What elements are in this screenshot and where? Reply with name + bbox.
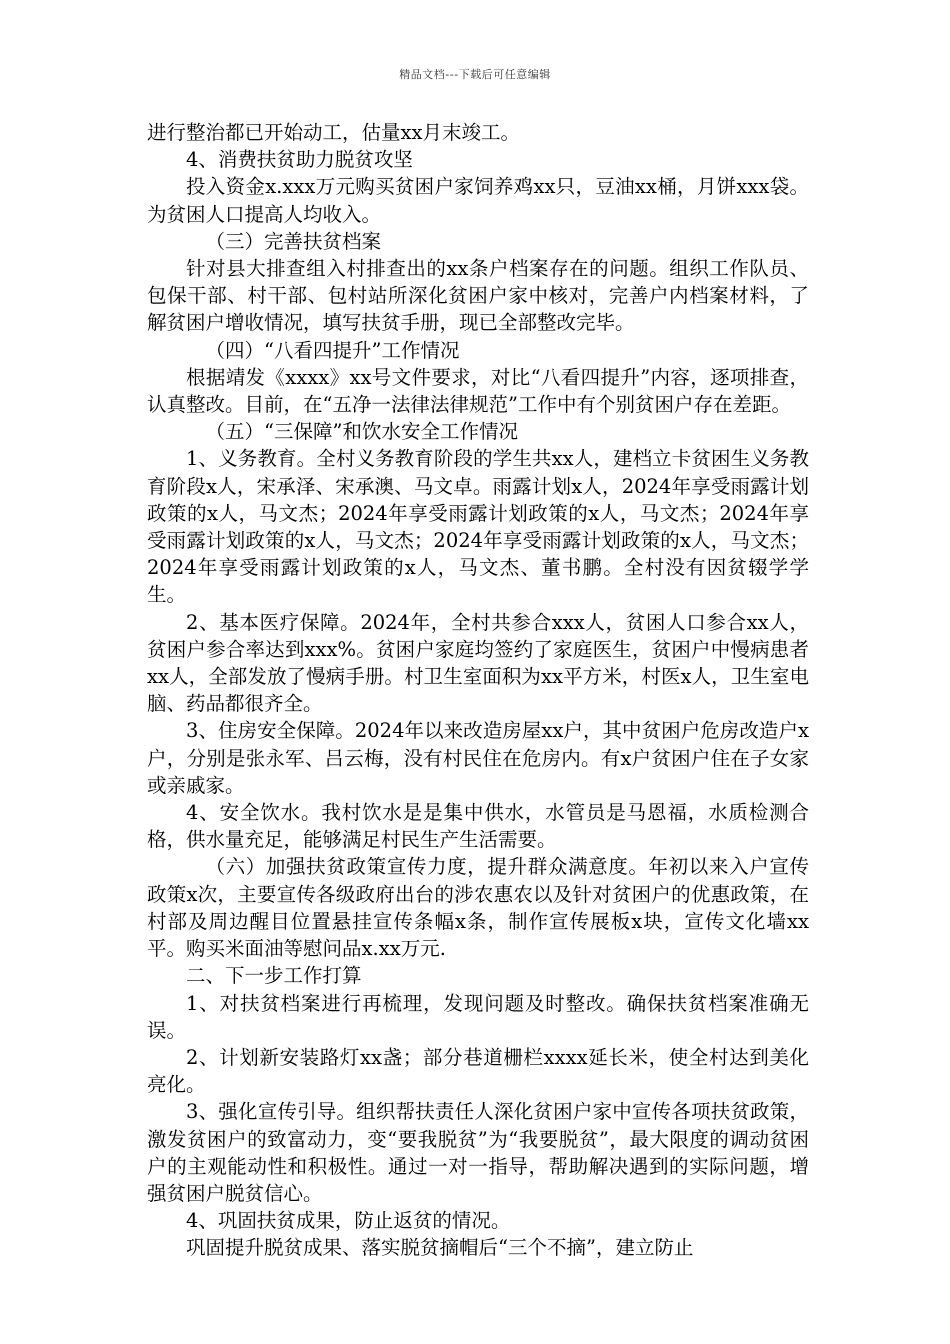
paragraph: 3、强化宣传引导。组织帮扶责任人深化贫困户家中宣传各项扶贫政策，激发贫困户的致富动力，变“要我脱贫”为“我要脱贫”，最大限度的调动贫困户的主观能动性和积极性。通过一对一指导，帮助解决遇到的实际问题，增强贫困户脱贫信心。 [147,1100,809,1205]
section-heading: （四）“八看四提升”工作情况 [205,338,460,362]
subheading: 4、消费扶贫助力脱贫攻坚 [186,148,413,172]
section-heading: （三）完善扶贫档案 [205,229,382,253]
paragraph: 巩固提升脱贫成果、落实脱贫摘帽后“三个不摘”，建立防止 [186,1236,694,1260]
section-heading: （五）“三保障”和饮水安全工作情况 [205,420,518,444]
paragraph: 2、基本医疗保障。2024年，全村共参合xxx人，贫困人口参合xx人，贫困户参合率达到xxx%。贫困户家庭均签约了家庭医生，贫困户中慢病患者xx人，全部发放了慢病手册。村卫生室面积为xx平方米，村医x人，卫生室电脑、药品都很齐全。 [147,610,809,716]
paragraph: 投入资金x.xxx万元购买贫困户家饲养鸡xx只，豆油xx桶，月饼xxx袋。为贫困人口提高人均收入。 [147,175,809,226]
document-body [147,119,809,1262]
paragraph: 1、对扶贫档案进行再梳理，发现问题及时整改。确保扶贫档案准确无误。 [147,991,809,1042]
paragraph: 1、义务教育。全村义务教育阶段的学生共xx人，建档立卡贫困生义务教育阶段x人，宋承泽、宋承澳、马文卓。雨露计划x人，2024年享受雨露计划政策的x人，马文杰；2024年享受雨露计划政策的x人，马文杰；2024年享受雨露计划政策的x人，马文杰；2024年享受雨露计划政策的x人，马文杰；2024年享受雨露计划政策的x人，马文杰、董书鹏。全村没有因贫辍学学生。 [147,447,809,607]
subheading: 4、巩固扶贫成果，防止返贫的情况。 [186,1209,511,1233]
paragraph: 根据靖发《xxxx》xx号文件要求，对比“八看四提升”内容，逐项排查，认真整改。目前，在“五净一法律法律规范”工作中有个别贫困户存在差距。 [147,365,809,417]
paragraph: 针对县大排查组入村排查出的xx条户档案存在的问题。组织工作队员、包保干部、村干部、包村站所深化贫困户家中核对，完善户内档案材料，了解贫困户增收情况，填写扶贫手册，现已全部整改完毕。 [147,257,809,335]
paragraph: 3、住房安全保障。2024年以来改造房屋xx户，其中贫困户危房改造户x户，分别是张永军、吕云梅，没有村民住在危房内。有x户贫困户住在子女家或亲戚家。 [147,719,809,797]
paragraph: （六）加强扶贫政策宣传力度，提升群众满意度。年初以来入户宣传政策x次，主要宣传各级政府出台的涉农惠农以及针对贫困户的优惠政策，在村部及周边醒目位置悬挂宣传条幅x条，制作宣传展板x块，宣传文化墙xx平。购买米面油等慰问品x.xx万元. [147,855,809,961]
paragraph: 进行整治都已开始动工，估量xx月末竣工。 [147,121,520,144]
paragraph: 2、计划新安装路灯xx盏；部分巷道栅栏xxxx延长米，使全村达到美化亮化。 [147,1045,809,1097]
page-header: 精品文档---下载后可任意编辑 [399,68,551,81]
paragraph: 4、安全饮水。我村饮水是是集中供水，水管员是马恩福，水质检测合格，供水量充足，能够满足村民生产生活需要。 [147,801,809,852]
section-heading: 二、下一步工作打算 [186,964,362,988]
